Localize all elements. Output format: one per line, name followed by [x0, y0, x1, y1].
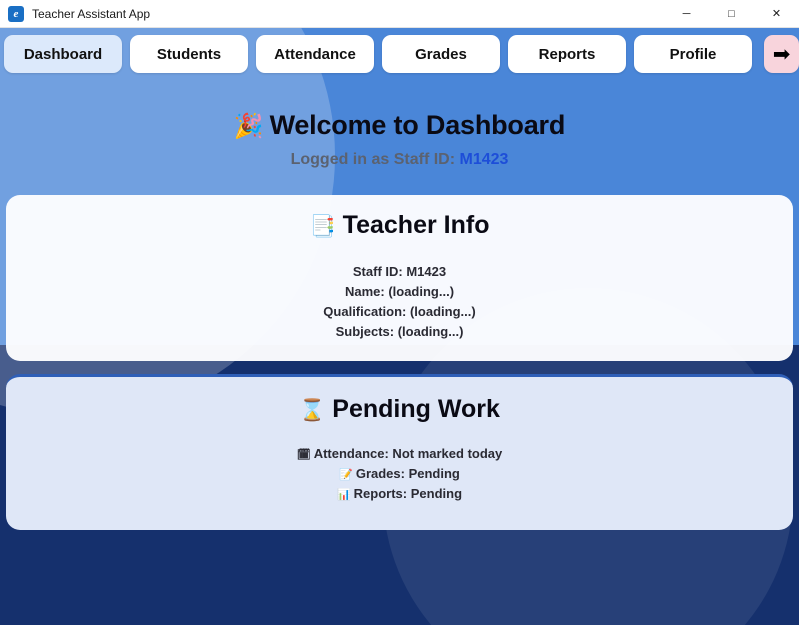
app-icon: e [8, 6, 24, 22]
nav-scroll-right-icon[interactable]: ➡ [764, 35, 799, 73]
close-button[interactable]: ✕ [771, 8, 782, 20]
teacher-info-rows [16, 262, 783, 343]
main-navigation [0, 28, 799, 80]
logged-in-status [0, 151, 799, 169]
teacher-info-heading-text: Teacher Info [342, 211, 490, 239]
pending-work-card [6, 374, 793, 530]
teacher-info-row-qualification: Qualification: (loading...) [323, 304, 476, 320]
window-titlebar [0, 0, 799, 28]
teacher-info-row-subjects: Subjects: (loading...) [335, 324, 464, 340]
pending-work-heading [16, 395, 783, 424]
nav-button-profile[interactable]: Profile [634, 35, 752, 73]
logged-in-label: Logged in as Staff ID: [290, 151, 460, 168]
calendar-icon: 🗓 [296, 448, 311, 461]
pending-work-grades-text: Grades: Pending [355, 465, 460, 481]
welcome-section [0, 80, 799, 169]
pending-work-heading-text: Pending Work [332, 394, 500, 423]
nav-button-attendance[interactable]: Attendance [256, 35, 374, 73]
page-title-text: Welcome to Dashboard [269, 110, 566, 140]
pending-work-row-reports [16, 484, 783, 504]
nav-button-grades[interactable]: Grades [382, 35, 500, 73]
pending-work-row-attendance [16, 444, 783, 464]
bar-chart-icon: 📊 [336, 488, 351, 501]
nav-button-students[interactable]: Students [130, 35, 248, 73]
document-icon: 📑 [309, 215, 336, 238]
memo-icon: 📝 [339, 468, 353, 481]
pending-work-row-grades [16, 464, 783, 484]
window-controls [664, 0, 799, 28]
teacher-info-card [6, 195, 793, 361]
party-popper-icon: 🎉 [233, 113, 264, 140]
teacher-info-row-staff-id: Staff ID: M1423 [352, 264, 447, 279]
maximize-button[interactable]: □ [728, 7, 735, 20]
teacher-info-heading [16, 211, 783, 240]
nav-button-dashboard[interactable]: Dashboard [4, 35, 122, 73]
teacher-info-row-name: Name: (loading...) [344, 284, 455, 300]
minimize-button[interactable]: ─ [682, 7, 691, 20]
pending-work-reports-text: Reports: Pending [353, 485, 463, 501]
pending-work-attendance-text: Attendance: Not marked today [313, 445, 503, 461]
page-title [0, 110, 799, 141]
pending-work-rows [16, 444, 783, 504]
hourglass-icon: ⌛ [299, 398, 326, 422]
window-title: Teacher Assistant App [32, 6, 151, 21]
dashboard-content [0, 80, 799, 530]
staff-id-value: M1423 [459, 151, 509, 168]
nav-button-reports[interactable]: Reports [508, 35, 626, 73]
